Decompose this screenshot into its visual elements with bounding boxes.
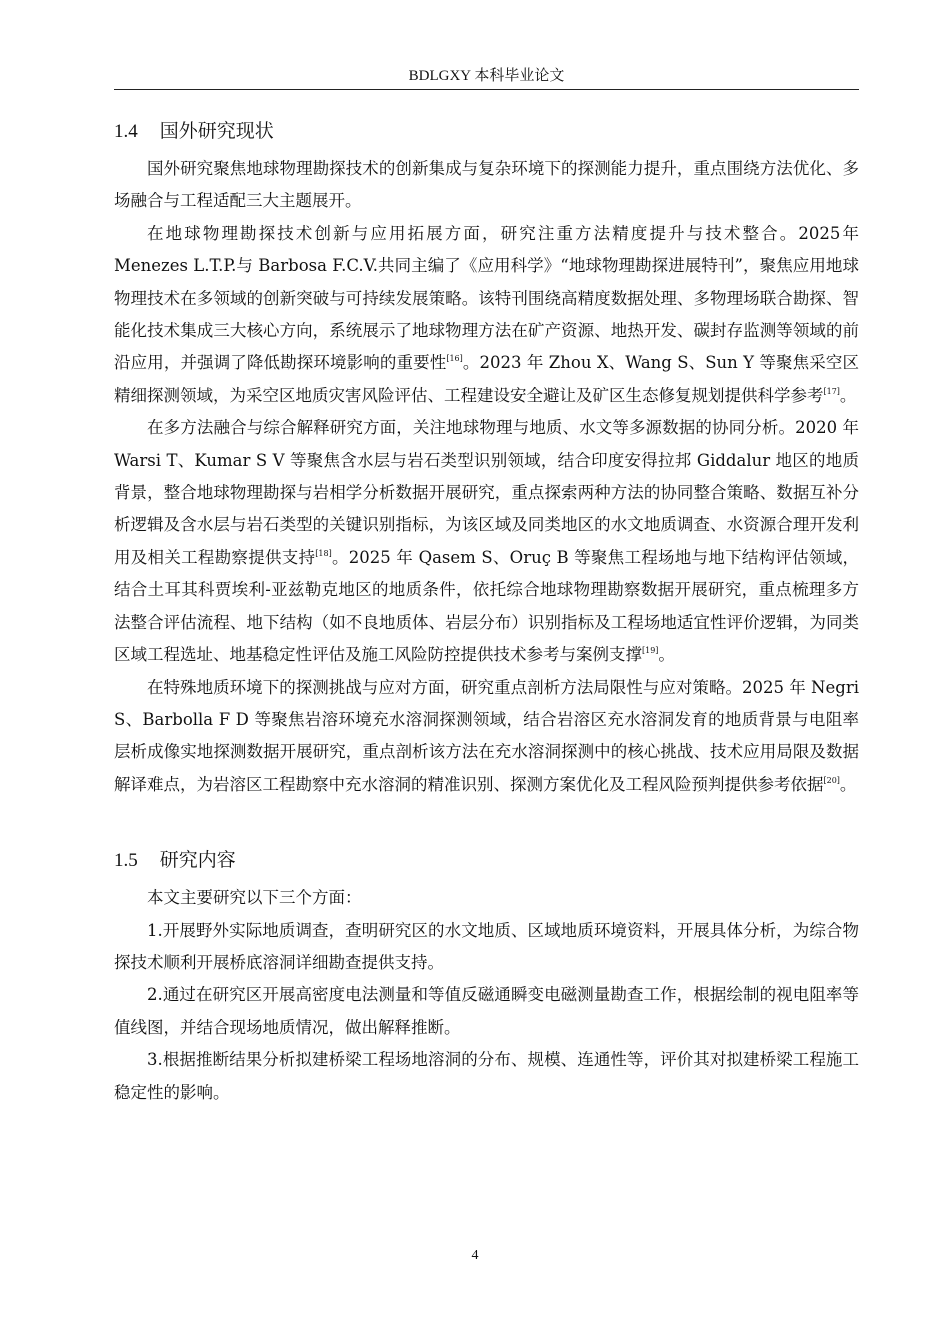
paragraph-1: 国外研究聚焦地球物理勘探技术的创新集成与复杂环境下的探测能力提升，重点围绕方法优化、多场融合与工程适配三大主题展开。: [114, 159, 859, 211]
citation-18: [18]: [315, 548, 332, 558]
research-intro: 本文主要研究以下三个方面：: [147, 888, 362, 908]
paragraph-2-text-c: 。: [839, 385, 857, 405]
section-number: 1.4: [114, 121, 138, 142]
paragraph-4: [114, 672, 859, 802]
paragraph-3: [114, 412, 859, 671]
paragraph-3-text-b: 。2025 年 Qasem S、Oruç B 等聚焦工程场地与地下结构评估领域，结合土耳其科贾埃利-亚兹勒克地区的地质条件，依托综合地球物理勘察数据开展研究，重点梳理多方法整合评估流程、地下结构（如不良地质体、岩层分布）识别指标及工程场地适宜性评价逻辑，为同类区域工程选址、地基稳定性评估及施工风险防控提供技术参考与案例支撑: [114, 547, 860, 665]
paragraph-4-text-b: 。: [839, 774, 857, 794]
section-title: 国外研究现状: [159, 120, 274, 142]
paragraph-2-text-b: 。2023 年 Zhou X、Wang S、Sun Y 等聚焦采空区精细探测领域，为采空区地质灾害风险评估、工程建设安全避让及矿区生态修复规划提供科学参考: [114, 353, 860, 405]
citation-16: [16]: [446, 354, 463, 364]
section-heading-1-4: [114, 112, 859, 151]
citation-20: [20]: [823, 775, 840, 785]
header-rule: [114, 89, 859, 90]
paragraph-3-text-c: 。: [658, 645, 675, 665]
running-header: BDLGXY 本科毕业论文: [408, 68, 565, 84]
section-heading-1-5: [114, 841, 859, 880]
page-number: 4: [471, 1248, 479, 1263]
section-title: 研究内容: [159, 849, 236, 872]
paragraph-4-text-a: 在特殊地质环境下的探测挑战与应对方面，研究重点剖析方法局限性与应对策略。2025 年 Negri S、Barbolla F D 等聚焦岩溶环境充水溶洞探测领域，结合岩溶区充水溶洞发育的地质背景与电阻率层析成像实地探测数据开展研究，重点剖析该方法在充水溶洞探测中的核心挑战、技术应用局限及数据解译难点，为岩溶区工程勘察中充水溶洞的精准识别、探测方案优化及工程风险预判提供参考依据: [114, 677, 859, 794]
paragraph-2-text-a: 在地球物理勘探技术创新与应用拓展方面，研究注重方法精度提升与技术整合。2025年 Menezes L.T.P.与 Barbosa F.C.V.共同主编了《应用科学》“地球物理勘探进展特刊”，聚焦应用地球物理技术在多领域的创新突破与可持续发展策略。该特刊围绕高精度数据处理、多物理场联合勘探、智能化技术集成三大核心方向，系统展示了地球物理方法在矿产资源、地热开发、碳封存监测等领域的前沿应用，并强调了降低勘探环境影响的重要性: [114, 223, 859, 373]
page-body: [114, 112, 859, 1109]
research-item-3: 3.根据推断结果分析拟建桥梁工程场地溶洞的分布、规模、连通性等，评价其对拟建桥梁工程施工稳定性的影响。: [114, 1050, 859, 1102]
section-number: 1.5: [114, 850, 138, 872]
paragraph-2: [114, 218, 859, 412]
citation-17: [17]: [823, 386, 840, 396]
research-item-1: 1.开展野外实际地质调查，查明研究区的水文地质、区域地质环境资料，开展具体分析，为综合物探技术顺利开展桥底溶洞详细勘查提供支持。: [114, 920, 859, 972]
section-spacer: [114, 801, 859, 841]
research-item-2: 2.通过在研究区开展高密度电法测量和等值反磁通瞬变电磁测量勘查工作，根据绘制的视电阻率等值线图，并结合现场地质情况，做出解释推断。: [114, 985, 859, 1037]
paragraph-3-text-a: 在多方法融合与综合解释研究方面，关注地球物理与地质、水文等多源数据的协同分析。2020 年 Warsi T、Kumar S V 等聚焦含水层与岩石类型识别领域，结合印度安得拉邦 Giddalur 地区的地质背景，整合地球物理勘探与岩相学分析数据开展研究，重点探索两种方法的协同整合策略、数据互补分析逻辑及含水层与岩石类型的关键识别指标，为该区域及同类地区的水文地质调查、水资源合理开发利用及相关工程勘察提供支持: [114, 418, 859, 567]
citation-19: [19]: [642, 646, 659, 656]
